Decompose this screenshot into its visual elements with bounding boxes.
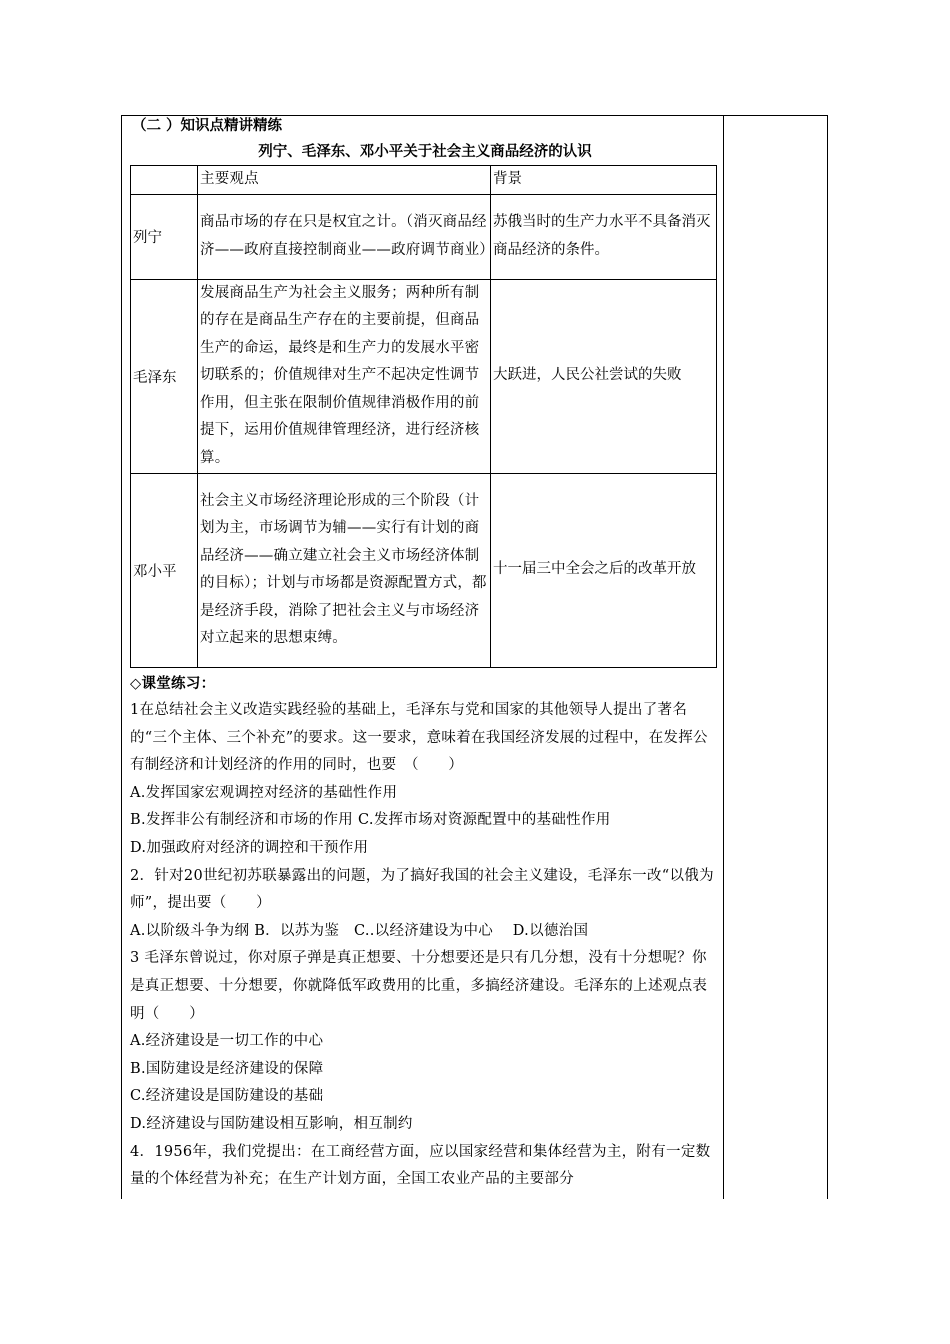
question-line: 4．1956年，我们党提出：在工商经营方面，应以国家经营和集体经营为主，附有一定数量的个体经营为补充；在生产计划方面，全国工农业产品的主要部分 <box>130 1143 711 1188</box>
question-line: 3 毛泽东曾说过，你对原子弹是真正想要、十分想要还是只有几分想，没有十分想呢？你是真正想要、十分想要，你就降低军政费用的比重，多搞经济建设。毛泽东的上述观点表明（ ） <box>130 950 708 1022</box>
option-line: A.经济建设是一切工作的中心 <box>130 1033 324 1050</box>
table-row <box>131 194 717 279</box>
table-row <box>131 279 717 473</box>
row-background: 十一届三中全会之后的改革开放 <box>491 473 717 667</box>
option-line: C.经济建设是国防建设的基础 <box>130 1088 324 1105</box>
table-title: 列宁、毛泽东、邓小平关于社会主义商品经济的认识 <box>258 143 592 160</box>
row-name: 毛泽东 <box>131 279 198 473</box>
header-empty <box>131 166 198 195</box>
main-cell <box>130 115 720 1194</box>
row-background: 大跃进，人民公社尝试的失败 <box>491 279 717 473</box>
option-line: B.发挥非公有制经济和市场的作用 C.发挥市场对资源配置中的基础性作用 <box>130 812 611 829</box>
header-background: 背景 <box>491 166 717 195</box>
row-view: 社会主义市场经济理论形成的三个阶段（计划为主，市场调节为辅——实行有计划的商品经济——确立建立社会主义市场经济体制的目标）；计划与市场都是资源配置方式，都是经济手段，消除了把社会主义与市场经济对立起来的思想束缚。 <box>198 473 491 667</box>
question-line: 1在总结社会主义改造实践经验的基础上，毛泽东与党和国家的其他领导人提出了著名的“三个主体、三个补充”的要求。这一要求，意味着在我国经济发展的过程中，在发挥公有制经济和计划经济的作用的同时，也要 （ ） <box>130 702 708 774</box>
row-name: 列宁 <box>131 194 198 279</box>
option-line: B.国防建设是经济建设的保障 <box>130 1060 324 1077</box>
question-line: 2．针对20世纪初苏联暴露出的问题，为了搞好我国的社会主义建设，毛泽东一改“以俄为师”，提出要（ ） <box>130 867 714 912</box>
practice-title: ◇课堂练习： <box>130 674 216 692</box>
row-name: 邓小平 <box>131 473 198 667</box>
table-row <box>131 473 717 667</box>
table-header-row <box>131 166 717 195</box>
row-view: 发展商品生产为社会主义服务；两种所有制的存在是商品生产存在的主要前提，但商品生产的命运，最终是和生产力的发展水平密切联系的；价值规律对生产不起决定性调节作用，但主张在限制价值规律消极作用的前提下，运用价值规律管理经济，进行经济核算。 <box>198 279 491 473</box>
practice-section <box>130 670 715 1194</box>
header-main-view: 主要观点 <box>198 166 491 195</box>
option-line: A.发挥国家宏观调控对经济的基础性作用 <box>130 784 398 801</box>
option-line: D.加强政府对经济的调控和干预作用 <box>130 840 369 857</box>
option-line: A.以阶级斗争为纲 B．以苏为鉴 C..以经济建设为中心 D.以德治国 <box>130 922 589 939</box>
row-view: 商品市场的存在只是权宜之计。（消灭商品经济——政府直接控制商业——政府调节商业） <box>198 194 491 279</box>
knowledge-table <box>130 165 717 668</box>
section-heading: （二 ）知识点精讲精练 <box>132 117 283 134</box>
row-background: 苏俄当时的生产力水平不具备消灭商品经济的条件。 <box>491 194 717 279</box>
right-column-divider <box>723 115 724 1199</box>
option-line: D.经济建设与国防建设相互影响，相互制约 <box>130 1116 413 1132</box>
